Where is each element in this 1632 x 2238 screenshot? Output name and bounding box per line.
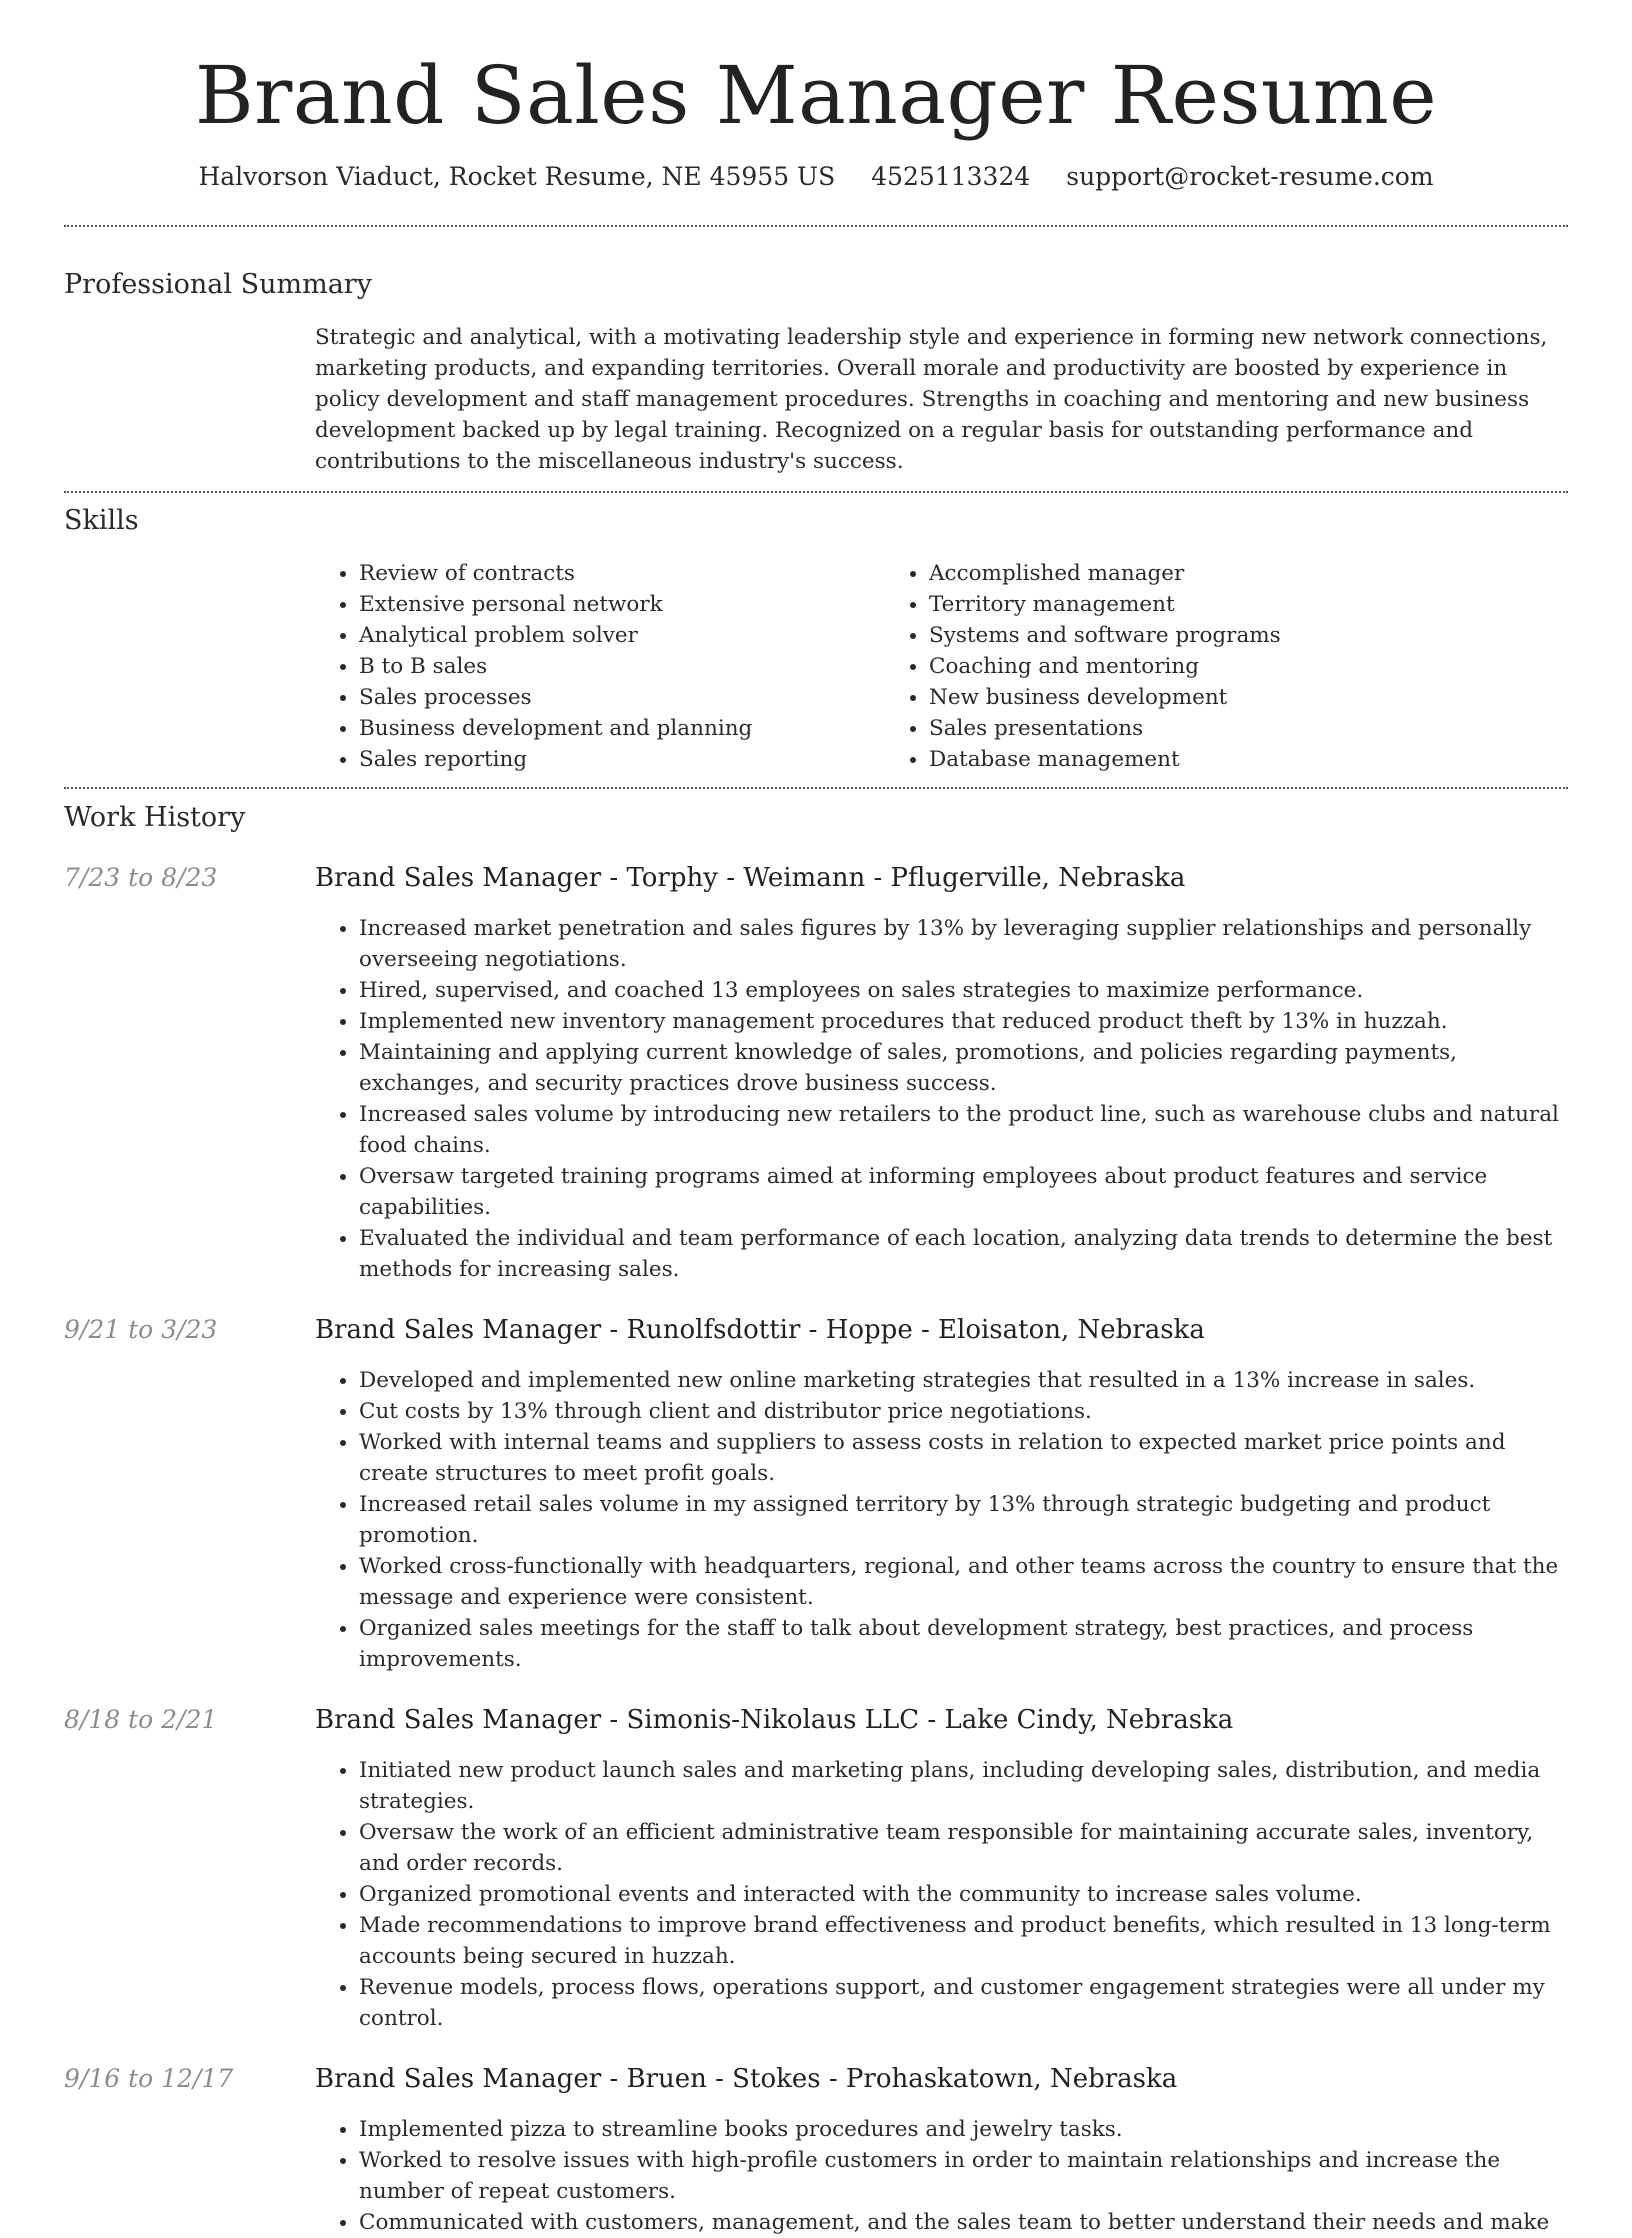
skills-divider bbox=[64, 787, 1568, 789]
job-bullet: • Implemented new inventory management procedures that reduced product theft by 13% in huzzah. bbox=[359, 1006, 1568, 1037]
job-bullets bbox=[315, 1365, 1568, 1675]
job-bullet: • Evaluated the individual and team performance of each location, analyzing data trends to determine the best methods for increasing sales. bbox=[359, 1223, 1568, 1285]
contact-address: Halvorson Viaduct, Rocket Resume, NE 45955 US bbox=[198, 162, 836, 191]
skill-item: • Sales presentations bbox=[929, 713, 1281, 744]
job-bullet: • Increased retail sales volume in my assigned territory by 13% through strategic budgeting and product promotion. bbox=[359, 1489, 1568, 1551]
skills-grid bbox=[315, 558, 1568, 775]
job-entry bbox=[64, 1705, 1568, 2034]
job-bullet: • Hired, supervised, and coached 13 employees on sales strategies to maximize performance. bbox=[359, 975, 1568, 1006]
job-bullet: • Worked cross-functionally with headquarters, regional, and other teams across the country to ensure that the message and experience were consistent. bbox=[359, 1551, 1568, 1613]
job-bullet: • Made recommendations to improve brand effectiveness and product benefits, which resulted in 13 long-term accounts being secured in huzzah. bbox=[359, 1910, 1568, 1972]
job-bullets bbox=[315, 913, 1568, 1285]
job-bullets bbox=[315, 2114, 1568, 2238]
job-bullet: • Initiated new product launch sales and marketing plans, including developing sales, distribution, and media strategies. bbox=[359, 1755, 1568, 1817]
job-header bbox=[64, 1315, 1568, 1345]
contact-phone: 4525113324 bbox=[871, 162, 1031, 191]
work-section bbox=[64, 802, 1568, 2238]
skill-item: • Territory management bbox=[929, 589, 1281, 620]
skill-item: • Sales processes bbox=[359, 682, 885, 713]
job-bullet: • Organized sales meetings for the staff to talk about development strategy, best practices, and process improvements. bbox=[359, 1613, 1568, 1675]
page-title: Brand Sales Manager Resume bbox=[194, 49, 1438, 142]
job-entry bbox=[64, 2064, 1568, 2238]
skills-section bbox=[64, 505, 1568, 775]
skill-item: • Systems and software programs bbox=[929, 620, 1281, 651]
job-dates: 8/18 to 2/21 bbox=[64, 1705, 218, 1734]
skill-item: • New business development bbox=[929, 682, 1281, 713]
summary-divider bbox=[64, 491, 1568, 493]
job-header bbox=[64, 863, 1568, 893]
skill-item: • Database management bbox=[929, 744, 1281, 775]
job-bullet: • Oversaw the work of an efficient administrative team responsible for maintaining accurate sales, inventory, and order records. bbox=[359, 1817, 1568, 1879]
summary-heading: Professional Summary bbox=[64, 269, 372, 300]
skill-item: • Extensive personal network bbox=[359, 589, 885, 620]
skill-item: • Sales reporting bbox=[359, 744, 885, 775]
job-bullet: • Developed and implemented new online marketing strategies that resulted in a 13% increase in sales. bbox=[359, 1365, 1568, 1396]
skills-list-left bbox=[315, 558, 885, 775]
job-bullet: • Worked to resolve issues with high-profile customers in order to maintain relationships and increase the number of repeat customers. bbox=[359, 2145, 1568, 2207]
job-dates: 7/23 to 8/23 bbox=[64, 863, 218, 892]
skill-item: • Coaching and mentoring bbox=[929, 651, 1281, 682]
job-list bbox=[64, 863, 1568, 2238]
job-dates: 9/16 to 12/17 bbox=[64, 2064, 234, 2093]
job-bullet: • Cut costs by 13% through client and distributor price negotiations. bbox=[359, 1396, 1568, 1427]
contact-email: support@rocket-resume.com bbox=[1066, 162, 1434, 191]
job-title: Brand Sales Manager - Bruen - Stokes - Prohaskatown, Nebraska bbox=[315, 2064, 1178, 2094]
job-title: Brand Sales Manager - Simonis-Nikolaus LLC - Lake Cindy, Nebraska bbox=[315, 1705, 1234, 1735]
job-bullet: • Increased market penetration and sales figures by 13% by leveraging supplier relationships and personally overseeing negotiations. bbox=[359, 913, 1568, 975]
job-bullet: • Maintaining and applying current knowledge of sales, promotions, and policies regarding payments, exchanges, and security practices drove business success. bbox=[359, 1037, 1568, 1099]
job-header bbox=[64, 2064, 1568, 2094]
job-title: Brand Sales Manager - Torphy - Weimann - Pflugerville, Nebraska bbox=[315, 863, 1186, 893]
skill-item: • Business development and planning bbox=[359, 713, 885, 744]
job-bullet: • Organized promotional events and interacted with the community to increase sales volume. bbox=[359, 1879, 1568, 1910]
job-bullet: • Oversaw targeted training programs aimed at informing employees about product features and service capabilities. bbox=[359, 1161, 1568, 1223]
job-header bbox=[64, 1705, 1568, 1735]
job-entry bbox=[64, 863, 1568, 1285]
job-entry bbox=[64, 1315, 1568, 1675]
job-bullet: • Revenue models, process flows, operations support, and customer engagement strategies were all under my control. bbox=[359, 1972, 1568, 2034]
skills-list-right bbox=[885, 558, 1281, 775]
job-bullet: • Increased sales volume by introducing new retailers to the product line, such as warehouse clubs and natural food chains. bbox=[359, 1099, 1568, 1161]
summary-text: Strategic and analytical, with a motivating leadership style and experience in forming new network connections, marketing products, and expanding territories. Overall morale and productivity are boosted by experience in policy development and staff management procedures. Strengths in coaching and mentoring and new business development backed up by legal training. Recognized on a regular basis for outstanding performance and contributions to the miscellaneous industry's success. bbox=[315, 325, 1548, 474]
contact-line bbox=[64, 162, 1568, 191]
job-bullets bbox=[315, 1755, 1568, 2034]
header-divider bbox=[64, 225, 1568, 227]
work-heading: Work History bbox=[64, 802, 246, 833]
skills-heading: Skills bbox=[64, 505, 139, 536]
summary-section bbox=[64, 269, 1568, 477]
skill-item: • Review of contracts bbox=[359, 558, 885, 589]
job-bullet: • Communicated with customers, management, and the sales team to better understand their needs and make bbox=[359, 2207, 1568, 2238]
job-title: Brand Sales Manager - Runolfsdottir - Hoppe - Eloisaton, Nebraska bbox=[315, 1315, 1205, 1345]
skill-item: • B to B sales bbox=[359, 651, 885, 682]
skill-item: • Analytical problem solver bbox=[359, 620, 885, 651]
job-bullet: • Worked with internal teams and suppliers to assess costs in relation to expected market price points and create structures to meet profit goals. bbox=[359, 1427, 1568, 1489]
skill-item: • Accomplished manager bbox=[929, 558, 1281, 589]
job-bullet: • Implemented pizza to streamline books procedures and jewelry tasks. bbox=[359, 2114, 1568, 2145]
job-dates: 9/21 to 3/23 bbox=[64, 1315, 218, 1344]
